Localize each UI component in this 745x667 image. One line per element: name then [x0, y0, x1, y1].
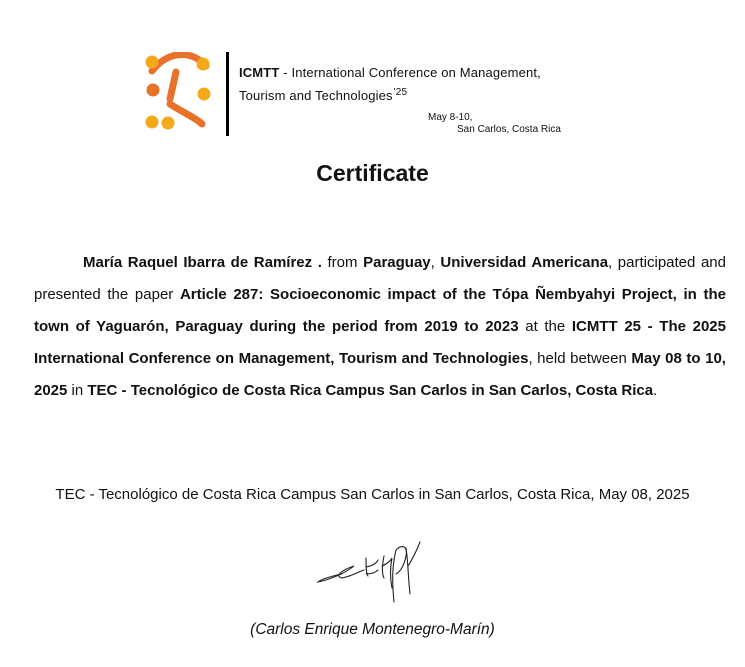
logo-arc-bottom — [170, 104, 202, 124]
end-text: . — [653, 382, 658, 399]
conference-name-part1: - International Conference on Management, — [279, 65, 541, 80]
logo-dot-top-right — [197, 58, 210, 71]
logo-dot-bottom-mid — [162, 117, 175, 130]
separator-text: , — [430, 254, 441, 271]
in-text: in — [67, 382, 88, 399]
conference-dates: May 8-10, — [428, 112, 473, 123]
event-venue: TEC - Tecnológico de Costa Rica Campus San Carlos in San Carlos, Costa Rica — [87, 382, 654, 399]
participant-country: Paraguay — [363, 254, 431, 271]
paper-title: Article 287: Socioeconomic impact of the Tópa Ñembyahyi Project, in the town of Yaguarón, Paraguay during the period from 2019 to 2023 — [34, 286, 726, 335]
conference-acronym: ICMTT — [239, 65, 280, 80]
logo-diagonal — [170, 72, 176, 99]
conference-header — [140, 52, 620, 142]
logo-dot-middle-left — [147, 84, 160, 97]
participated-text: , participated and presented the paper — [34, 254, 726, 303]
conference-name-part2: Tourism and Technologies — [239, 88, 393, 103]
event-name: ICMTT 25 - The 2025 International Conference on Management, Tourism and Technologies — [34, 318, 726, 367]
conference-year-mark: '25 — [393, 87, 408, 98]
certificate-body — [34, 247, 726, 407]
certificate-title: Certificate — [316, 160, 429, 186]
conference-location: San Carlos, Costa Rica — [457, 124, 561, 135]
signer-name: (Carlos Enrique Montenegro-Marín) — [250, 621, 495, 638]
conference-title-line1 — [239, 65, 541, 80]
conference-title-line2 — [239, 88, 407, 103]
event-dates: May 08 to 10, 2025 — [34, 350, 726, 399]
participant-institution: Universidad Americana — [440, 254, 609, 271]
icmtt-logo — [140, 52, 214, 132]
at-text: at the — [518, 318, 572, 335]
header-divider — [226, 52, 229, 136]
issue-place-date: TEC - Tecnológico de Costa Rica Campus San Carlos in San Carlos, Costa Rica, May 08, 2025 — [55, 486, 690, 503]
participant-name: María Raquel Ibarra de Ramírez . — [83, 254, 322, 271]
from-text: from — [321, 254, 364, 271]
held-text: , held between — [528, 350, 632, 367]
logo-dot-middle-right — [198, 88, 211, 101]
handwritten-signature — [312, 536, 442, 610]
logo-dot-top-left — [146, 56, 159, 69]
logo-dot-bottom-left — [146, 116, 159, 129]
